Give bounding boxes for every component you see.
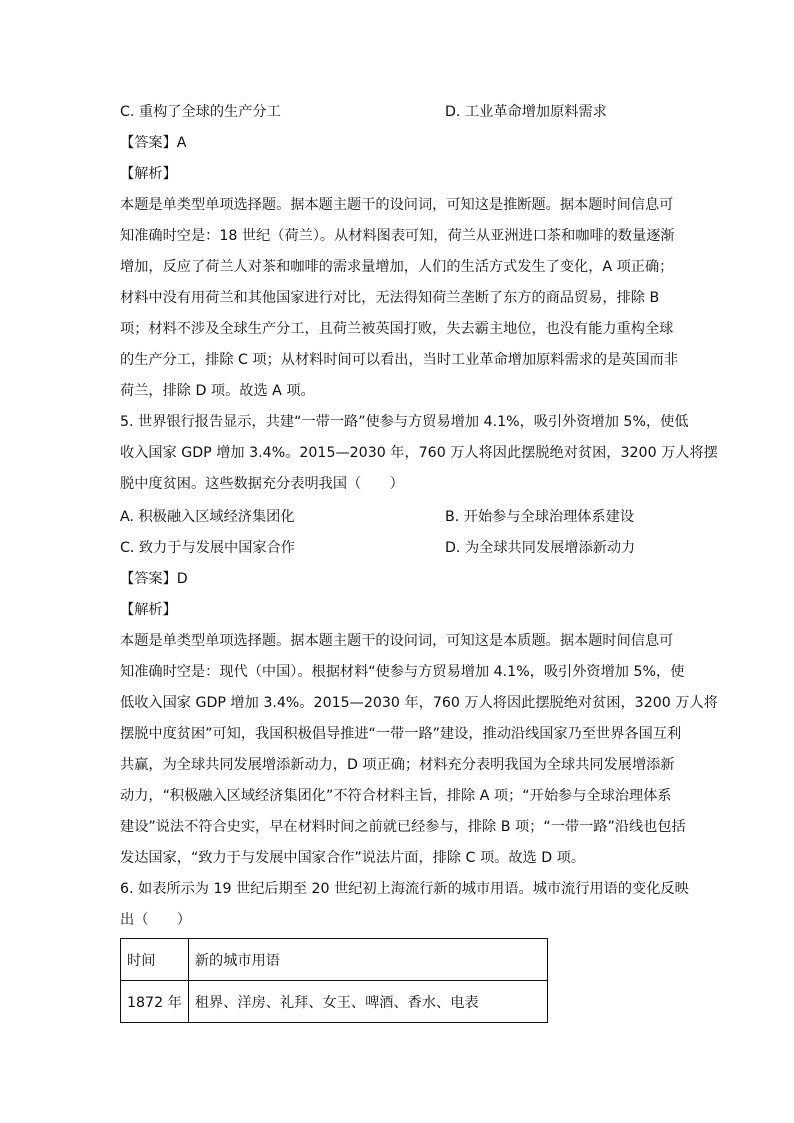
q5-answer: 【答案】D (120, 571, 188, 587)
q4-analysis-line: 项；材料不涉及全球生产分工，且荷兰被英国打败，失去霸主地位，也没有能力重构全球 (120, 321, 674, 337)
table-header-cell: 时间 (121, 939, 189, 981)
q5-option-row (120, 539, 680, 557)
q4-analysis-line: 的生产分工，排除 C 项；从材料时间可以看出，当时工业革命增加原料需求的是英国而非 (120, 352, 679, 368)
q4-analysis-label: 【解析】 (120, 166, 177, 182)
table-cell: 1872 年 (121, 981, 189, 1023)
q5-analysis-line: 本题是单类型单项选择题。据本题主题干的设问词，可知这是本质题。据本题时间信息可 (120, 633, 674, 649)
q6-stem-line: 出（ ） (120, 912, 191, 928)
q4-analysis-line: 增加，反应了荷兰人对茶和咖啡的需求量增加，人们的生活方式发生了变化，A 项正确； (120, 259, 674, 275)
q5-option-a: A. 积极融入区域经济集团化 (120, 509, 295, 525)
q4-analysis-line: 知准确时空是：18 世纪（荷兰）。从材料图表可知，荷兰从亚洲进口茶和咖啡的数量逐渐 (120, 228, 675, 244)
q6-stem-line: 6. 如表所示为 19 世纪后期至 20 世纪初上海流行新的城市用语。城市流行用语的变化反映 (120, 881, 689, 897)
q5-analysis-line: 发达国家，“致力于与发展中国家合作”说法片面，排除 C 项。故选 D 项。 (120, 850, 586, 866)
q5-analysis-line: 动力，“积极融入区域经济集团化”不符合材料主旨，排除 A 项；“开始参与全球治理体系 (120, 788, 672, 804)
q5-stem-line: 5. 世界银行报告显示，共建“一带一路”使参与方贸易增加 4.1%，吸引外资增加 5%，使低 (120, 414, 689, 430)
q5-analysis-line: 共赢，为全球共同发展增添新动力，D 项正确；材料充分表明我国为全球共同发展增添新 (120, 757, 675, 773)
q5-option-row (120, 508, 680, 526)
q5-stem-line: 脱中度贫困。这些数据充分表明我国（ ） (120, 476, 404, 492)
q4-option-d: D. 工业革命增加原料需求 (445, 104, 607, 120)
q5-analysis-line: 摆脱中度贫困”可知，我国积极倡导推进“一带一路”建设，推动沿线国家乃至世界各国互利 (120, 726, 682, 742)
q5-analysis-label: 【解析】 (120, 602, 177, 618)
q5-option-d: D. 为全球共同发展增添新动力 (445, 540, 636, 556)
q4-option-row (120, 103, 680, 121)
table-header-row (121, 939, 548, 981)
q5-analysis-line: 低收入国家 GDP 增加 3.4%。2015—2030 年，760 万人将因此摆脱绝对贫困，3200 万人将 (120, 695, 718, 711)
q4-analysis-line: 材料中没有用荷兰和其他国家进行对比，无法得知荷兰垄断了东方的商品贸易，排除 B (120, 290, 660, 306)
table-row (121, 981, 548, 1023)
q5-option-c: C. 致力于与发展中国家合作 (120, 540, 295, 556)
q5-stem-line: 收入国家 GDP 增加 3.4%。2015—2030 年，760 万人将因此摆脱绝对贫困，3200 万人将摆 (120, 445, 718, 461)
table-header-cell: 新的城市用语 (188, 939, 547, 981)
q4-analysis-line: 本题是单类型单项选择题。据本题主题干的设问词，可知这是推断题。据本题时间信息可 (120, 197, 674, 213)
q4-answer: 【答案】A (120, 135, 187, 151)
q4-option-c: C. 重构了全球的生产分工 (120, 104, 281, 120)
q5-analysis-line: 知准确时空是：现代（中国）。根据材料“使参与方贸易增加 4.1%，吸引外资增加 5%，使 (120, 664, 685, 680)
q5-option-b: B. 开始参与全球治理体系建设 (445, 509, 635, 525)
table-cell: 租界、洋房、礼拜、女王、啤酒、香水、电表 (188, 981, 547, 1023)
q5-analysis-line: 建设”说法不符合史实，早在材料时间之前就已经参与，排除 B 项；“一带一路”沿线也包括 (120, 819, 686, 835)
q6-table (120, 938, 548, 1023)
q4-analysis-line: 荷兰，排除 D 项。故选 A 项。 (120, 383, 315, 399)
